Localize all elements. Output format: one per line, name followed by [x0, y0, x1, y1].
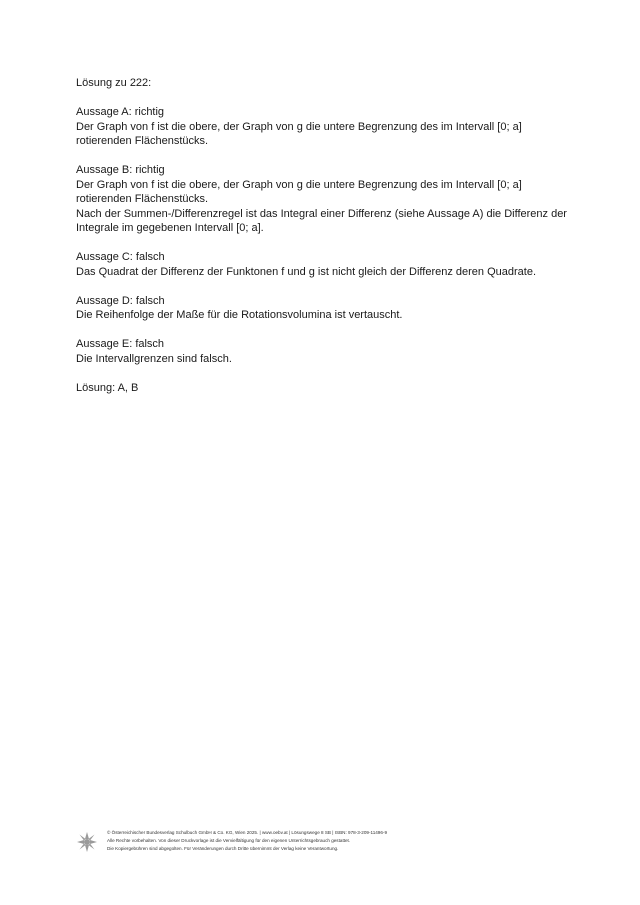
statement-line: Die Reihenfolge der Maße für die Rotationsvolumina ist vertauscht.: [76, 309, 403, 321]
statement-d: [76, 294, 576, 323]
solution-summary: Lösung: A, B: [76, 381, 139, 394]
statement-e: [76, 337, 576, 366]
footer-text: [107, 829, 387, 854]
statement-title: Aussage E: falsch: [76, 338, 165, 350]
statement-line: Das Quadrat der Differenz der Funktonen f und g ist nicht gleich der Differenz deren Quadrate.: [76, 265, 537, 278]
document-heading: Lösung zu 222:: [76, 77, 152, 89]
footer-disclaimer-line: Die Kopiergebühren sind abgegolten. Für Veränderungen durch Dritte übernimmt der Verlag keine Verantwortung.: [107, 846, 339, 852]
oebv-star-logo-icon: [76, 831, 98, 853]
statement-line: Der Graph von f ist die obere, der Graph von g die untere Begrenzung des im Intervall [0; a]: [76, 120, 522, 133]
statement-a: [76, 105, 576, 149]
statement-title: Aussage D: falsch: [76, 294, 165, 307]
statement-line: rotierenden Flächenstücks.: [76, 135, 209, 147]
statement-line: rotierenden Flächenstücks.: [76, 193, 209, 205]
statement-c: [76, 250, 576, 279]
statement-line: Der Graph von f ist die obere, der Graph von g die untere Begrenzung des im Intervall [0; a]: [76, 178, 522, 191]
statement-line: Integrale im gegebenen Intervall [0; a].: [76, 222, 264, 234]
footer-copyright-line: © Österreichischer Bundesverlag Schulbuch GmbH & Co. KG, Wien 2025. | www.oebv.at | Lösungswege 8 SB | ISBN: 978-3-209-11496-9: [107, 830, 388, 835]
statement-title: Aussage C: falsch: [76, 251, 165, 263]
copyright-footer: [76, 829, 596, 855]
statement-title: Aussage A: richtig: [76, 106, 165, 118]
document-content: [76, 76, 576, 395]
statement-line: Nach der Summen-/Differenzregel ist das Integral einer Differenz (siehe Aussage A) die Differenz der: [76, 207, 567, 220]
statement-title: Aussage B: richtig: [76, 164, 165, 176]
statement-b: [76, 163, 576, 236]
statement-line: Die Intervallgrenzen sind falsch.: [76, 352, 232, 365]
footer-rights-line: Alle Rechte vorbehalten. Von dieser Druckvorlage ist die Vervielfältigung für den eigenen Unterrichtsgebrauch gestattet.: [107, 838, 351, 844]
